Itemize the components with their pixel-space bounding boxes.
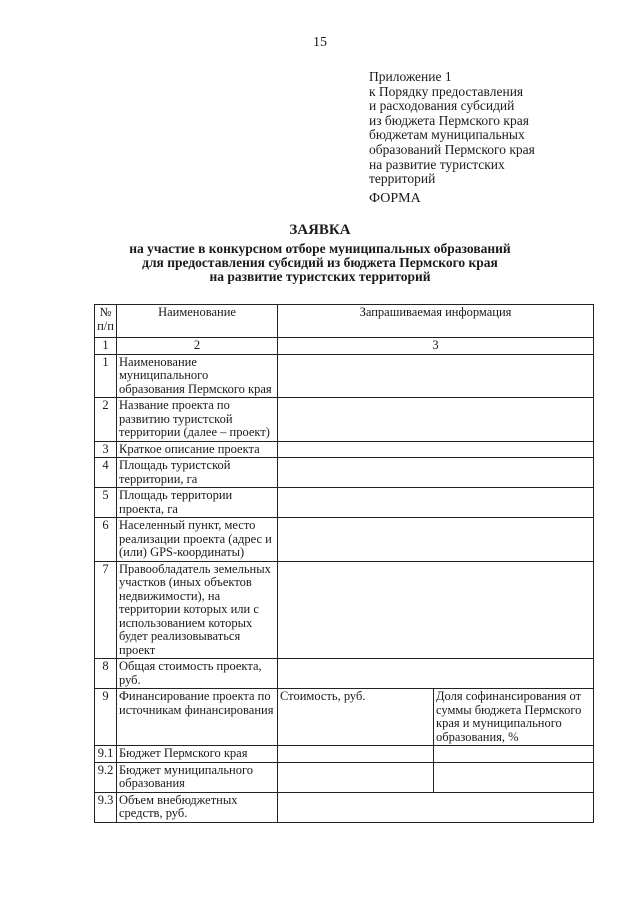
subtitle-line: на участие в конкурсном отборе муниципальных образований <box>129 241 511 256</box>
table-row <box>95 354 594 398</box>
page-number: 15 <box>313 35 327 50</box>
row-share-value[interactable] <box>434 746 594 763</box>
row-value[interactable] <box>278 441 594 458</box>
row-value[interactable] <box>278 792 594 822</box>
row-num: 7 <box>95 561 117 659</box>
row-value[interactable] <box>278 458 594 488</box>
row-name: Краткое описание проекта <box>117 441 278 458</box>
table-row <box>95 792 594 822</box>
appendix-line: на развитие туристских <box>369 156 505 172</box>
row-value[interactable] <box>278 488 594 518</box>
subtitle-line: на развитие туристских территорий <box>209 269 431 284</box>
financing-share-header: Доля софинансирования от суммы бюджета Пермского края и муниципального образования, % <box>434 689 594 746</box>
row-num: 5 <box>95 488 117 518</box>
document-subtitle <box>0 242 640 284</box>
table-row-financing <box>95 689 594 746</box>
row-num: 9 <box>95 689 117 746</box>
row-value[interactable] <box>278 518 594 562</box>
row-value[interactable] <box>278 398 594 442</box>
header-info: Запрашиваемая информация <box>278 305 594 338</box>
row-name: Бюджет Пермского края <box>117 746 278 763</box>
row-num: 8 <box>95 659 117 689</box>
appendix-line: территорий <box>369 171 436 187</box>
row-num: 1 <box>95 354 117 398</box>
row-name: Бюджет муниципального образования <box>117 762 278 792</box>
financing-cost-header: Стоимость, руб. <box>278 689 434 746</box>
row-name: Название проекта по развитию туристской территории (далее – проект) <box>117 398 278 442</box>
appendix-line: Приложение 1 <box>369 69 452 84</box>
row-cost-value[interactable] <box>278 746 434 763</box>
table-row <box>95 488 594 518</box>
col-number-2: 2 <box>117 338 278 355</box>
appendix-line: и расходования субсидий <box>369 98 515 114</box>
application-table <box>94 304 594 823</box>
row-num: 6 <box>95 518 117 562</box>
row-name: Финансирование проекта по источникам финансирования <box>117 689 278 746</box>
table-row <box>95 659 594 689</box>
header-name: Наименование <box>117 305 278 338</box>
document-title: ЗАЯВКА <box>289 222 351 238</box>
table-row <box>95 398 594 442</box>
header-num: № п/п <box>95 305 117 338</box>
table-row <box>95 458 594 488</box>
table-row <box>95 441 594 458</box>
row-num: 4 <box>95 458 117 488</box>
row-cost-value[interactable] <box>278 762 434 792</box>
row-name: Площадь территории проекта, га <box>117 488 278 518</box>
table-row <box>95 746 594 763</box>
appendix-line: из бюджета Пермского края <box>369 112 529 128</box>
row-name: Правообладатель земельных участков (иных объектов недвижимости), на территории которых или с использованием которых будет реализовываться проект <box>117 561 278 659</box>
table-row <box>95 518 594 562</box>
row-name: Общая стоимость проекта, руб. <box>117 659 278 689</box>
col-number-1: 1 <box>95 338 117 355</box>
row-num: 3 <box>95 441 117 458</box>
appendix-line: бюджетам муниципальных <box>369 127 525 143</box>
row-value[interactable] <box>278 354 594 398</box>
form-label: ФОРМА <box>369 191 421 206</box>
subtitle-line: для предоставления субсидий из бюджета Пермского края <box>142 255 498 270</box>
row-num: 9.2 <box>95 762 117 792</box>
appendix-header <box>369 70 609 187</box>
table-row <box>95 561 594 659</box>
row-name: Площадь туристской территории, га <box>117 458 278 488</box>
row-share-value[interactable] <box>434 762 594 792</box>
table-row <box>95 762 594 792</box>
row-name: Объем внебюджетных средств, руб. <box>117 792 278 822</box>
appendix-line: к Порядку предоставления <box>369 83 524 99</box>
appendix-line: образований Пермского края <box>369 141 535 157</box>
col-number-3: 3 <box>278 338 594 355</box>
row-value[interactable] <box>278 561 594 659</box>
row-num: 9.3 <box>95 792 117 822</box>
row-num: 2 <box>95 398 117 442</box>
row-value[interactable] <box>278 659 594 689</box>
row-name: Населенный пункт, место реализации проекта (адрес и (или) GPS-координаты) <box>117 518 278 562</box>
row-name: Наименование муниципального образования Пермского края <box>117 354 278 398</box>
row-num: 9.1 <box>95 746 117 763</box>
